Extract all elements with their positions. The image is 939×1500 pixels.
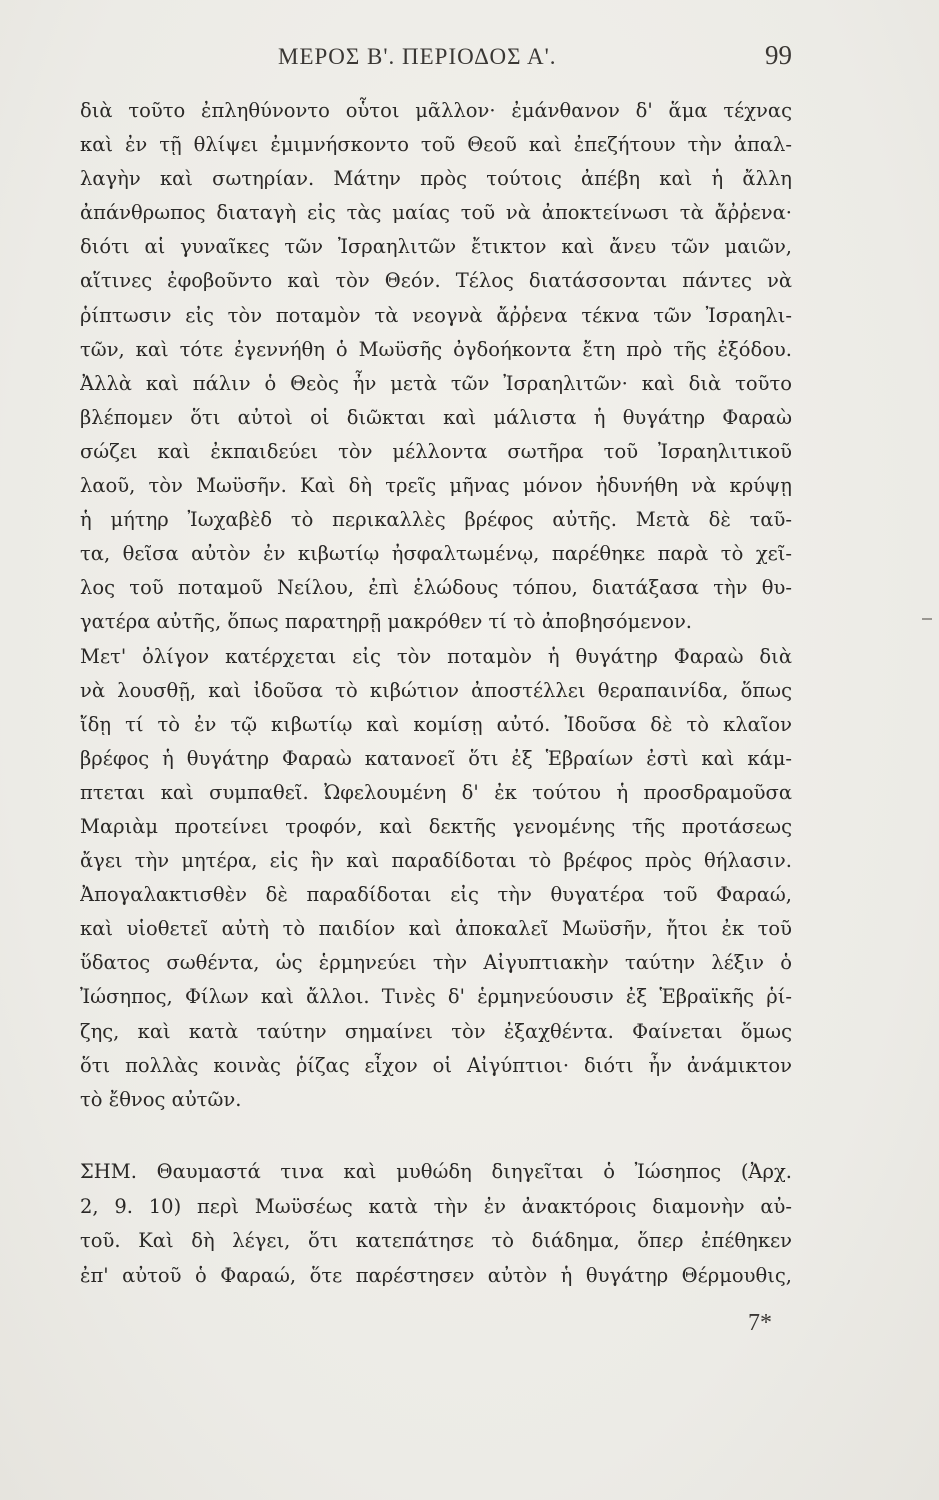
text-line: τῶν, καὶ τότε ἐγεννήθη ὁ Μωϋσῆς ὀγδοήκοντα ἔτη πρὸ τῆς ἐξόδου. <box>80 337 792 361</box>
text-line: ἴδῃ τί τὸ ἐν τῷ κιβωτίῳ καὶ κομίσῃ αὐτό. Ἰδοῦσα δὲ τὸ κλαῖον <box>80 712 792 736</box>
text-line: αἵτινες ἐφοβοῦντο καὶ τὸν Θεόν. Τέλος διατάσσονται πάντες νὰ <box>80 269 792 293</box>
text-line: λαγὴν καὶ σωτηρίαν. Μάτην πρὸς τούτοις ἀπέβη καὶ ἡ ἄλλη <box>80 167 792 191</box>
text-line: γατέρα αὐτῆς, ὅπως παρατηρῇ μακρόθεν τί τὸ ἀποβησόμενον. <box>80 610 693 634</box>
text-line: διὰ τοῦτο ἐπληθύνοντο οὗτοι μᾶλλον· ἐμάνθανον δ' ἅμα τέχνας <box>80 99 792 122</box>
running-head: ΜΕΡΟΣ Β'. ΠΕΡΙΟΔΟΣ Α'. <box>278 44 557 69</box>
text-line: βλέπομεν ὅτι αὐτοὶ οἱ διῶκται καὶ μάλιστα ἡ θυγάτηρ Φαραὼ <box>80 405 792 429</box>
text-line: ἄγει τὴν μητέρα, εἰς ἣν καὶ παραδίδοται τὸ βρέφος πρὸς θήλασιν. <box>80 849 792 873</box>
text-line: σώζει καὶ ἐκπαιδεύει τὸν μέλλοντα σωτῆρα τοῦ Ἰσραηλιτικοῦ <box>80 439 792 463</box>
note-line: ΣΗΜ. Θαυμαστά τινα καὶ μυθώδη διηγεῖται ὁ Ἰώσηπος (Ἀρχ. <box>80 1160 792 1183</box>
text-line: ἡ μήτηρ Ἰωχαβὲδ τὸ περικαλλὲς βρέφος αὐτῆς. Μετὰ δὲ ταῦ- <box>80 508 792 532</box>
text-line: τὸ ἔθνος αὐτῶν. <box>80 1087 242 1111</box>
text-line: βρέφος ἡ θυγάτηρ Φαραὼ κατανοεῖ ὅτι ἐξ Ἑβραίων ἐστὶ καὶ κάμ- <box>80 746 792 770</box>
text-line: λαοῦ, τὸν Μωϋσῆν. Καὶ δὴ τρεῖς μῆνας μόνον ἠδυνήθη νὰ κρύψῃ <box>80 474 792 498</box>
text-line: Ἀλλὰ καὶ πάλιν ὁ Θεὸς ἦν μετὰ τῶν Ἰσραηλιτῶν· καὶ διὰ τοῦτο <box>80 371 792 395</box>
text-line: Ἀπογαλακτισθὲν δὲ παραδίδοται εἰς τὴν θυγατέρα τοῦ Φαραώ, <box>80 883 792 907</box>
text-line: τα, θεῖσα αὐτὸν ἐν κιβωτίῳ ἠσφαλτωμένῳ, παρέθηκε παρὰ τὸ χεῖ- <box>80 542 792 566</box>
text-line: ῥίπτωσιν εἰς τὸν ποταμὸν τὰ νεογνὰ ἄῤῥενα τέκνα τῶν Ἰσραηλι- <box>80 303 792 327</box>
text-line: Μετ' ὀλίγον κατέρχεται εἰς τὸν ποταμὸν ἡ θυγάτηρ Φαραὼ διὰ <box>80 644 792 668</box>
text-line: Ἰώσηπος, Φίλων καὶ ἄλλοι. Τινὲς δ' ἑρμηνεύουσιν ἐξ Ἑβραϊκῆς ῥί- <box>80 985 792 1009</box>
text-line: ἀπάνθρωπος διαταγὴ εἰς τὰς μαίας τοῦ νὰ ἀποκτείνωσι τὰ ἄῤῥενα· <box>80 201 792 225</box>
note-line: τοῦ. Καὶ δὴ λέγει, ὅτι κατεπάτησε τὸ διάδημα, ὅπερ ἐπέθηκεν <box>80 1229 792 1252</box>
text-line: νὰ λουσθῇ, καὶ ἰδοῦσα τὸ κιβώτιον ἀποστέλλει θεραπαινίδα, ὅπως <box>80 678 792 702</box>
page-number: 99 <box>765 40 792 70</box>
note-block <box>80 1155 792 1293</box>
page-header <box>80 36 792 76</box>
note-line: ἐπ' αὐτοῦ ὁ Φαραώ, ὅτε παρέστησεν αὐτὸν ἡ θυγάτηρ Θέρμουθις, <box>80 1263 792 1287</box>
text-line: λος τοῦ ποταμοῦ Νείλου, ἐπὶ ἑλώδους τόπου, διατάξασα τὴν θυ- <box>80 576 792 600</box>
text-line: ὅτι πολλὰς κοινὰς ῥίζας εἶχον οἱ Αἰγύπτιοι· διότι ἦν ἀνάμικτον <box>80 1053 792 1077</box>
text-line: πτεται καὶ συμπαθεῖ. Ὠφελουμένη δ' ἐκ τούτου ἡ προσδραμοῦσα <box>80 780 792 804</box>
signature-mark: 7* <box>748 1310 772 1336</box>
note-line: 2, 9. 10) περὶ Μωϋσέως κατὰ τὴν ἐν ἀνακτόροις διαμονὴν αὐ- <box>80 1194 792 1218</box>
main-text-block <box>80 94 792 1117</box>
text-line: καὶ ἐν τῇ θλίψει ἐμιμνήσκοντο τοῦ Θεοῦ καὶ ἐπεζήτουν τὴν ἀπαλ- <box>80 133 792 157</box>
text-line: διότι αἱ γυναῖκες τῶν Ἰσραηλιτῶν ἔτικτον καὶ ἄνευ τῶν μαιῶν, <box>80 235 792 259</box>
text-line: καὶ υἱοθετεῖ αὐτὴ τὸ παιδίον καὶ ἀποκαλεῖ Μωϋσῆν, ἤτοι ἐκ τοῦ <box>80 917 792 941</box>
text-line: Μαριὰμ προτείνει τροφόν, καὶ δεκτῆς γενομένης τῆς προτάσεως <box>80 814 792 838</box>
margin-mark <box>922 618 932 620</box>
text-line: ζης, καὶ κατὰ ταύτην σημαίνει τὸν ἐξαχθέντα. Φαίνεται ὅμως <box>80 1019 792 1043</box>
text-line: ὕδατος σωθέντα, ὡς ἑρμηνεύει τὴν Αἰγυπτιακὴν ταύτην λέξιν ὁ <box>80 951 792 975</box>
